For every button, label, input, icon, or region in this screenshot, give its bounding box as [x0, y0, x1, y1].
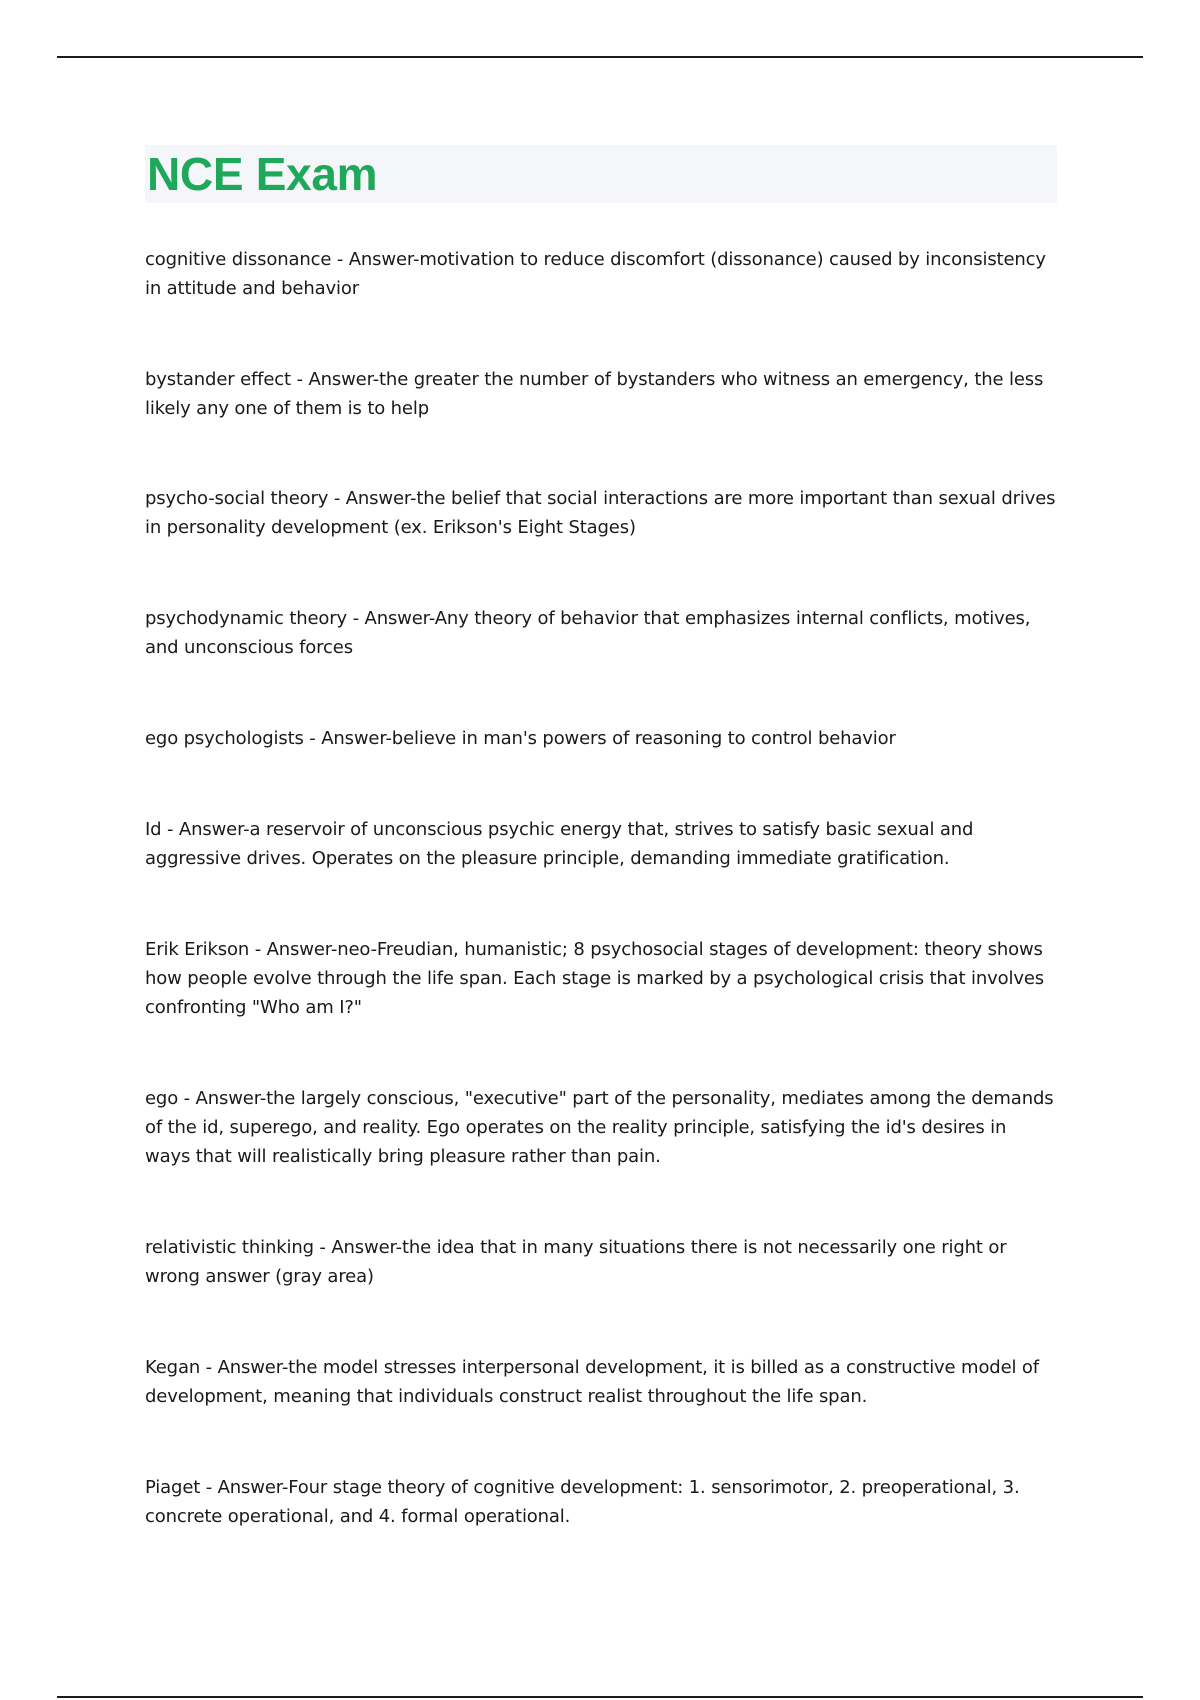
entry-erik-erikson: Erik Erikson - Answer-neo-Freudian, humanistic; 8 psychosocial stages of development: theory shows how people evolve through the life span. Each stage is marked by a psychological crisis that involves confronting "Who am I?" — [145, 939, 1045, 1018]
top-divider — [57, 56, 1143, 58]
entry-id: Id - Answer-a reservoir of unconscious psychic energy that, strives to satisfy basic sexual and aggressive drives. Operates on the pleasure principle, demanding immediate gratification. — [145, 819, 974, 869]
entry-psycho-social-theory: psycho-social theory - Answer-the belief that social interactions are more important than sexual drives in personality development (ex. Erikson's Eight Stages) — [145, 488, 1056, 538]
bottom-divider — [57, 1696, 1143, 1698]
document-page — [145, 145, 1057, 1527]
entry-ego-psychologists: ego psychologists - Answer-believe in man's powers of reasoning to control behavior — [145, 728, 896, 749]
title-banner — [145, 145, 1057, 203]
entry-psychodynamic-theory: psychodynamic theory - Answer-Any theory of behavior that emphasizes internal conflicts, motives, and unconscious forces — [145, 608, 1031, 658]
entry-cognitive-dissonance: cognitive dissonance - Answer-motivation to reduce discomfort (dissonance) caused by inconsistency in attitude and behavior — [145, 249, 1046, 299]
page-title: NCE Exam — [147, 148, 378, 200]
entry-piaget: Piaget - Answer-Four stage theory of cognitive development: 1. sensorimotor, 2. preoperational, 3. concrete operational, and 4. formal operational. — [145, 1477, 1020, 1527]
entry-ego: ego - Answer-the largely conscious, "executive" part of the personality, mediates among the demands of the id, superego, and reality. Ego operates on the reality principle, satisfying the id's desires in ways that will realistically bring pleasure rather than pain. — [145, 1088, 1054, 1167]
entry-relativistic-thinking: relativistic thinking - Answer-the idea that in many situations there is not necessarily one right or wrong answer (gray area) — [145, 1237, 1007, 1287]
entry-kegan: Kegan - Answer-the model stresses interpersonal development, it is billed as a constructive model of development, meaning that individuals construct realist throughout the life span. — [145, 1357, 1039, 1407]
entry-bystander-effect: bystander effect - Answer-the greater the number of bystanders who witness an emergency, the less likely any one of them is to help — [145, 369, 1044, 419]
